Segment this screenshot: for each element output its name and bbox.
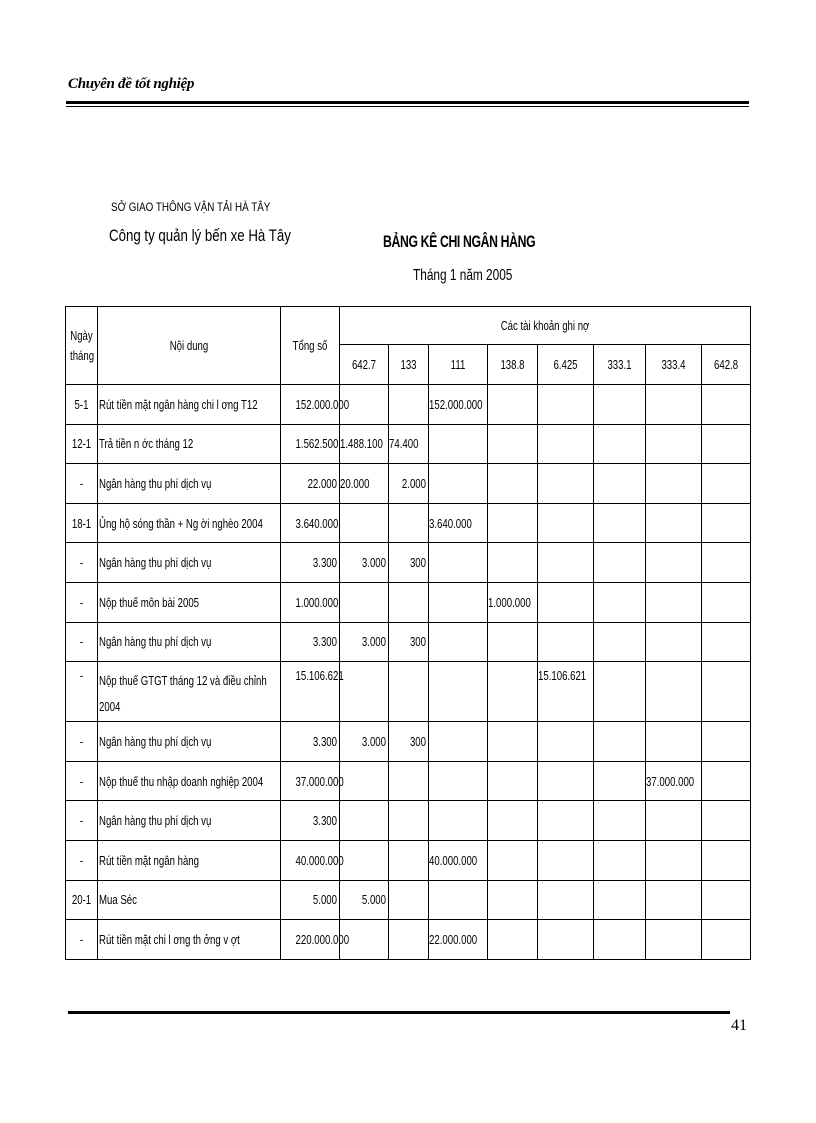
header-debit-accounts: Các tài khoản ghi nợ <box>340 307 751 345</box>
row-account-value <box>429 761 488 801</box>
row-account-value <box>594 543 646 583</box>
table-row <box>66 582 751 622</box>
footer-rule <box>68 1011 730 1014</box>
table-row <box>66 801 751 841</box>
row-total: 3.300 <box>281 622 340 662</box>
header-account: 642.7 <box>340 345 389 385</box>
row-account-value: 2.000 <box>389 464 429 504</box>
row-account-value <box>389 840 429 880</box>
row-account-value <box>594 622 646 662</box>
row-account-value <box>594 662 646 722</box>
table-row <box>66 385 751 425</box>
row-account-value <box>646 622 702 662</box>
row-account-value <box>429 662 488 722</box>
row-total: 5.000 <box>281 880 340 920</box>
row-account-value <box>702 464 751 504</box>
row-account-value <box>646 840 702 880</box>
table-row <box>66 880 751 920</box>
row-content: Nộp thuế thu nhập doanh nghiệp 2004 <box>98 761 281 801</box>
row-account-value <box>594 722 646 762</box>
row-account-value <box>702 543 751 583</box>
row-account-value: 5.000 <box>340 880 389 920</box>
table-row <box>66 464 751 504</box>
row-account-value: 3.000 <box>340 543 389 583</box>
row-account-value <box>702 622 751 662</box>
row-account-value: 1.000.000 <box>488 582 538 622</box>
row-content: Mua Séc <box>98 880 281 920</box>
document-title: BẢNG KÊ CHI NGÂN HÀNG <box>383 232 536 251</box>
row-account-value <box>429 880 488 920</box>
row-account-value <box>594 464 646 504</box>
row-date: - <box>66 761 98 801</box>
row-account-value <box>538 385 594 425</box>
row-account-value <box>538 840 594 880</box>
row-account-value: 22.000.000 <box>429 920 488 960</box>
row-account-value <box>429 543 488 583</box>
row-account-value <box>488 464 538 504</box>
row-date: - <box>66 722 98 762</box>
row-content: Rút tiền mặt ngân hàng <box>98 840 281 880</box>
row-content: Nộp thuế GTGT tháng 12 và điều chỉnh 2004 <box>98 662 281 722</box>
row-account-value <box>389 920 429 960</box>
row-account-value: 300 <box>389 722 429 762</box>
row-date: 5-1 <box>66 385 98 425</box>
table-row <box>66 503 751 543</box>
table-row <box>66 920 751 960</box>
row-account-value <box>702 801 751 841</box>
row-account-value <box>488 761 538 801</box>
row-account-value <box>488 840 538 880</box>
row-account-value <box>702 424 751 464</box>
document-subtitle: Tháng 1 năm 2005 <box>413 267 513 284</box>
header-date: Ngày tháng <box>66 307 98 385</box>
row-total: 37.000.000 <box>281 761 340 801</box>
row-account-value <box>538 801 594 841</box>
table-row <box>66 622 751 662</box>
page-number: 41 <box>731 1017 747 1034</box>
row-account-value <box>594 801 646 841</box>
row-account-value <box>702 880 751 920</box>
row-account-value <box>340 582 389 622</box>
row-account-value <box>538 582 594 622</box>
header-account: 138.8 <box>488 345 538 385</box>
row-account-value <box>538 503 594 543</box>
row-account-value <box>702 840 751 880</box>
header-rule-thin <box>66 106 749 107</box>
row-date: - <box>66 801 98 841</box>
row-account-value <box>429 801 488 841</box>
row-account-value: 20.000 <box>340 464 389 504</box>
row-account-value: 74.400 <box>389 424 429 464</box>
row-account-value <box>488 503 538 543</box>
row-content: Ngân hàng thu phí dịch vụ <box>98 722 281 762</box>
row-total: 1.562.500 <box>281 424 340 464</box>
row-content: Rút tiền mặt chi l ơng th ởng v ợt <box>98 920 281 960</box>
row-date: - <box>66 920 98 960</box>
running-header-title: Chuyên đề tốt nghiệp <box>68 76 195 92</box>
row-account-value <box>340 840 389 880</box>
header-rule-thick <box>66 101 749 104</box>
row-account-value <box>429 582 488 622</box>
row-total: 3.300 <box>281 722 340 762</box>
row-account-value <box>429 464 488 504</box>
row-account-value <box>538 543 594 583</box>
row-content: Trả tiền n ớc tháng 12 <box>98 424 281 464</box>
row-account-value <box>429 424 488 464</box>
table-row <box>66 424 751 464</box>
header-total: Tổng số <box>281 307 340 385</box>
row-date: - <box>66 543 98 583</box>
row-account-value: 37.000.000 <box>646 761 702 801</box>
row-account-value <box>488 801 538 841</box>
row-date: 18-1 <box>66 503 98 543</box>
row-total: 15.106.621 <box>281 662 340 722</box>
row-account-value <box>340 662 389 722</box>
row-date: - <box>66 582 98 622</box>
row-date: - <box>66 840 98 880</box>
row-account-value <box>488 722 538 762</box>
row-total: 1.000.000 <box>281 582 340 622</box>
row-account-value <box>594 920 646 960</box>
row-account-value <box>340 801 389 841</box>
row-date: - <box>66 464 98 504</box>
row-content: Rút tiền mặt ngân hàng chi l ơng T12 <box>98 385 281 425</box>
row-account-value <box>538 722 594 762</box>
row-content: Ngân hàng thu phí dịch vụ <box>98 464 281 504</box>
row-account-value <box>646 582 702 622</box>
row-account-value <box>594 385 646 425</box>
row-content: Ngân hàng thu phí dịch vụ <box>98 622 281 662</box>
row-account-value <box>646 801 702 841</box>
row-account-value <box>488 424 538 464</box>
row-account-value <box>646 543 702 583</box>
table-row <box>66 840 751 880</box>
row-content: Ủng hộ sóng thần + Ng ời nghèo 2004 <box>98 503 281 543</box>
row-total: 152.000.000 <box>281 385 340 425</box>
row-account-value <box>538 920 594 960</box>
row-content: Ngân hàng thu phí dịch vụ <box>98 801 281 841</box>
row-account-value <box>646 424 702 464</box>
row-account-value: 15.106.621 <box>538 662 594 722</box>
row-account-value: 1.488.100 <box>340 424 389 464</box>
row-date: - <box>66 622 98 662</box>
row-total: 22.000 <box>281 464 340 504</box>
row-account-value <box>646 385 702 425</box>
org-department: SỞ GIAO THÔNG VẬN TẢI HÀ TÂY <box>111 200 271 214</box>
row-account-value <box>646 503 702 543</box>
row-date: - <box>66 662 98 722</box>
row-account-value <box>429 622 488 662</box>
row-account-value <box>594 582 646 622</box>
row-date: 12-1 <box>66 424 98 464</box>
row-account-value <box>594 424 646 464</box>
row-account-value <box>389 761 429 801</box>
row-account-value <box>594 840 646 880</box>
row-content: Nộp thuế môn bài 2005 <box>98 582 281 622</box>
row-account-value: 3.000 <box>340 622 389 662</box>
ledger-table <box>65 306 751 960</box>
row-account-value <box>702 385 751 425</box>
header-account: 333.1 <box>594 345 646 385</box>
row-account-value: 300 <box>389 622 429 662</box>
row-total: 220.000.000 <box>281 920 340 960</box>
row-account-value <box>702 662 751 722</box>
row-account-value: 3.640.000 <box>429 503 488 543</box>
row-account-value <box>389 385 429 425</box>
header-account: 642.8 <box>702 345 751 385</box>
table-row <box>66 761 751 801</box>
table-row <box>66 722 751 762</box>
row-account-value <box>488 622 538 662</box>
row-account-value <box>538 622 594 662</box>
row-account-value <box>702 761 751 801</box>
row-account-value <box>389 801 429 841</box>
header-account: 133 <box>389 345 429 385</box>
row-account-value: 3.000 <box>340 722 389 762</box>
row-account-value <box>538 761 594 801</box>
header-content: Nội dung <box>98 307 281 385</box>
row-account-value <box>702 582 751 622</box>
row-account-value <box>389 662 429 722</box>
row-account-value <box>702 503 751 543</box>
header-account: 6.425 <box>538 345 594 385</box>
row-account-value <box>702 722 751 762</box>
row-account-value <box>488 543 538 583</box>
row-account-value <box>702 920 751 960</box>
row-account-value <box>488 880 538 920</box>
header-account: 111 <box>429 345 488 385</box>
row-account-value <box>340 761 389 801</box>
row-account-value: 40.000.000 <box>429 840 488 880</box>
row-account-value <box>488 662 538 722</box>
row-account-value <box>594 503 646 543</box>
row-account-value: 300 <box>389 543 429 583</box>
row-account-value <box>594 880 646 920</box>
table-row <box>66 662 751 722</box>
row-account-value <box>594 761 646 801</box>
row-total: 3.300 <box>281 801 340 841</box>
row-account-value <box>538 424 594 464</box>
org-company: Công ty quản lý bến xe Hà Tây <box>109 226 291 245</box>
table-row <box>66 543 751 583</box>
row-account-value <box>488 385 538 425</box>
row-account-value: 152.000.000 <box>429 385 488 425</box>
row-account-value <box>646 920 702 960</box>
row-total: 40.000.000 <box>281 840 340 880</box>
row-account-value <box>646 662 702 722</box>
row-account-value <box>389 880 429 920</box>
row-account-value <box>646 722 702 762</box>
row-date: 20-1 <box>66 880 98 920</box>
row-account-value <box>538 464 594 504</box>
row-account-value <box>340 503 389 543</box>
header-account: 333.4 <box>646 345 702 385</box>
row-content: Ngân hàng thu phí dịch vụ <box>98 543 281 583</box>
row-account-value <box>488 920 538 960</box>
row-account-value <box>538 880 594 920</box>
row-account-value <box>646 880 702 920</box>
row-total: 3.640.000 <box>281 503 340 543</box>
row-account-value <box>389 582 429 622</box>
row-total: 3.300 <box>281 543 340 583</box>
row-account-value <box>646 464 702 504</box>
row-account-value <box>389 503 429 543</box>
row-account-value <box>429 722 488 762</box>
